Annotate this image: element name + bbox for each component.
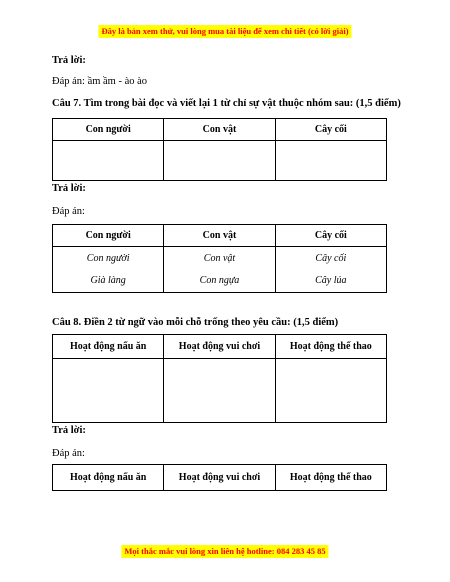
header-nau-an: Hoạt động nấu ăn (53, 465, 164, 491)
answer-label: Trả lời: (52, 183, 86, 194)
header-con-nguoi: Con người (53, 119, 164, 141)
blank-cell (164, 359, 275, 423)
header-the-thao: Hoạt động thể thao (275, 335, 386, 359)
blank-cell (53, 141, 164, 181)
header-vui-choi: Hoạt động vui chơi (164, 335, 275, 359)
header-con-vat: Con vật (164, 225, 275, 247)
header-the-thao: Hoạt động thể thao (275, 465, 386, 491)
question-8-title: Câu 8. Điền 2 từ ngữ vào mỗi chỗ trống theo yêu cầu: (1,5 điểm) (52, 317, 339, 328)
answer-text: Đáp án: (52, 206, 85, 217)
answer-word: Con vật (203, 253, 236, 264)
answer-text: Đáp án: (52, 448, 85, 459)
hotline-banner: Mọi thắc mắc vui lòng xin liên hệ hotline: 084 283 45 85 (121, 545, 328, 558)
answer-word: Con ngựa (199, 275, 240, 286)
answer-text: Đáp án: ầm ầm - ào ào (52, 76, 148, 87)
blank-cell (275, 141, 386, 181)
blank-cell (164, 141, 275, 181)
question-7-answer-table (52, 224, 387, 293)
answer-word: Cây lúa (315, 275, 347, 286)
answer-word: Già làng (90, 275, 126, 286)
header-cay-coi: Cây cối (275, 119, 386, 141)
blank-cell (275, 359, 386, 423)
blank-cell (53, 359, 164, 423)
question-8-table (52, 334, 387, 423)
header-vui-choi: Hoạt động vui chơi (164, 465, 275, 491)
question-7-title: Câu 7. Tìm trong bài đọc và viết lại 1 từ chỉ sự vật thuộc nhóm sau: (1,5 điểm) (52, 98, 401, 109)
question-7-table (52, 118, 387, 181)
header-con-nguoi: Con người (53, 225, 164, 247)
answer-word: Con người (86, 253, 130, 264)
header-nau-an: Hoạt động nấu ăn (53, 335, 164, 359)
answer-cell (275, 247, 386, 293)
answer-word: Cây cối (315, 253, 347, 264)
header-cay-coi: Cây cối (275, 225, 386, 247)
answer-label: Trả lời: (52, 55, 86, 66)
answer-cell (164, 247, 275, 293)
question-8-answer-table (52, 464, 387, 491)
answer-label: Trả lời: (52, 425, 86, 436)
header-con-vat: Con vật (164, 119, 275, 141)
answer-cell (53, 247, 164, 293)
preview-notice-banner: Đây là bản xem thử, vui lòng mua tài liệu để xem chi tiết (có lời giải) (98, 25, 351, 38)
